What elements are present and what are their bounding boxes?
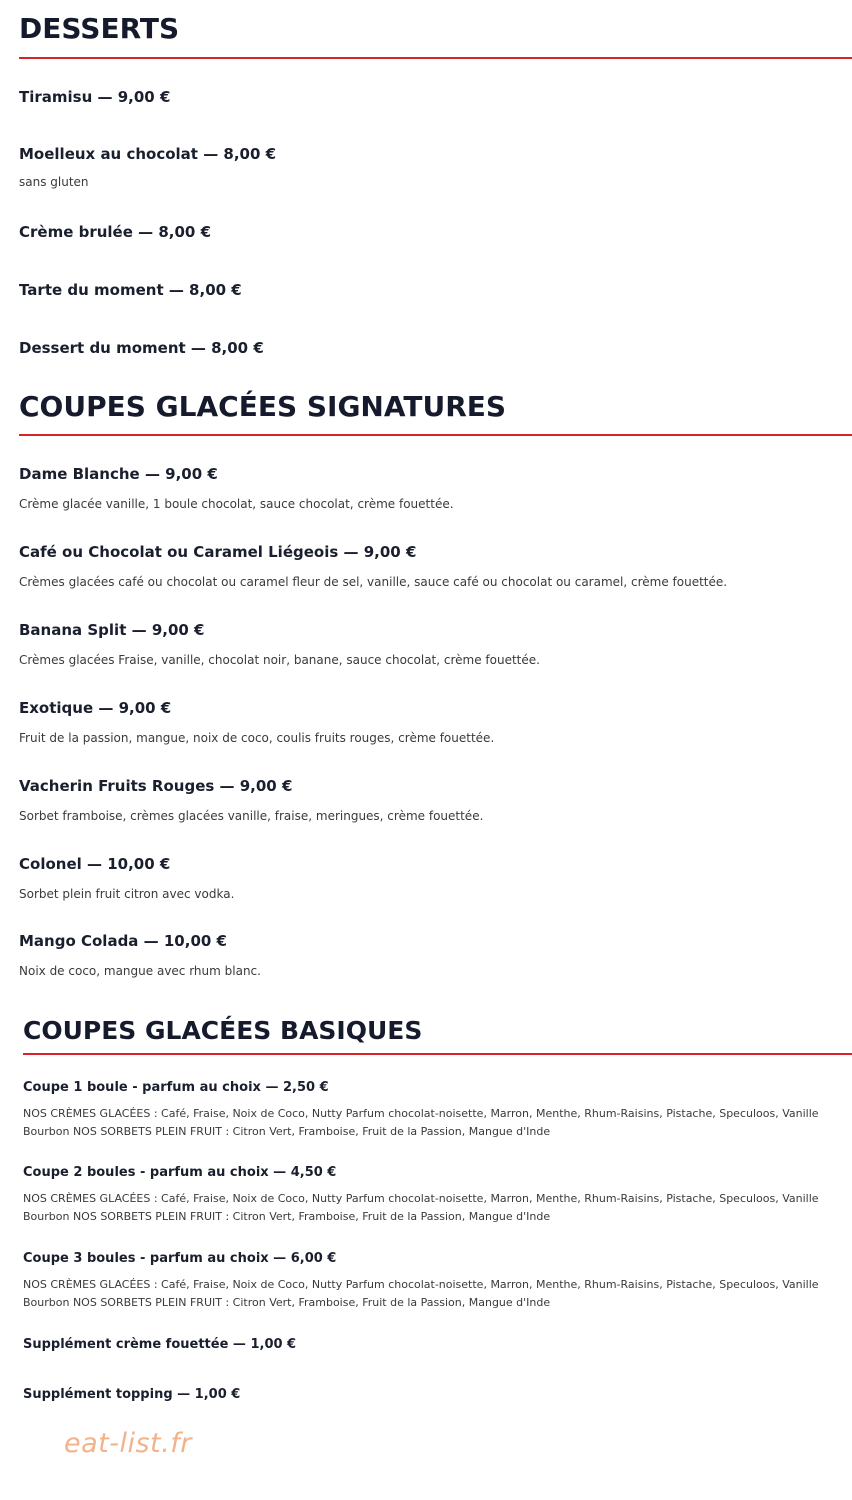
section-title: COUPES GLACÉES SIGNATURES	[19, 390, 507, 423]
menu-item-mango-colada	[19, 932, 261, 980]
menu-item-coupe-2-boules	[23, 1165, 843, 1226]
menu-item-vacherin	[19, 777, 483, 825]
menu-item-moelleux	[19, 145, 276, 191]
menu-item-banana-split	[19, 621, 540, 669]
menu-item-creme-brulee	[19, 223, 211, 241]
item-name: Tarte du moment — 8,00 €	[19, 281, 242, 299]
menu-item-tiramisu	[19, 88, 170, 106]
item-name: Colonel — 10,00 €	[19, 855, 171, 873]
item-description: NOS CRÈMES GLACÉES : Café, Fraise, Noix de Coco, Nutty Parfum chocolat-noisette, Marron, Menthe, Rhum-Raisins, Pistache, Speculoos, Vanille Bourbon NOS SORBETS PLEIN FRUIT : Citron Vert, Framboise, Fruit de la Passion, Mangue d'Inde	[23, 1192, 819, 1223]
item-name: Exotique — 9,00 €	[19, 699, 172, 717]
item-name: Coupe 2 boules - parfum au choix — 4,50 €	[23, 1165, 337, 1180]
menu-item-coupe-1-boule	[23, 1080, 843, 1141]
menu-item-supplement-creme	[23, 1337, 296, 1352]
item-description: Crèmes glacées café ou chocolat ou caramel fleur de sel, vanille, sauce café ou chocolat ou caramel, crème fouettée.	[19, 575, 728, 589]
item-name: Supplément crème fouettée — 1,00 €	[23, 1337, 297, 1352]
item-description: Crème glacée vanille, 1 boule chocolat, sauce chocolat, crème fouettée.	[19, 497, 454, 511]
item-name: Café ou Chocolat ou Caramel Liégeois — 9,00 €	[19, 543, 417, 561]
item-name: Vacherin Fruits Rouges — 9,00 €	[19, 777, 293, 795]
item-name: Moelleux au chocolat — 8,00 €	[19, 145, 277, 163]
section-divider	[19, 434, 852, 436]
menu-item-coupe-3-boules	[23, 1251, 843, 1312]
section-title: COUPES GLACÉES BASIQUES	[23, 1016, 423, 1045]
item-description: NOS CRÈMES GLACÉES : Café, Fraise, Noix de Coco, Nutty Parfum chocolat-noisette, Marron, Menthe, Rhum-Raisins, Pistache, Speculoos, Vanille Bourbon NOS SORBETS PLEIN FRUIT : Citron Vert, Framboise, Fruit de la Passion, Mangue d'Inde	[23, 1107, 819, 1138]
item-name: Mango Colada — 10,00 €	[19, 932, 227, 950]
item-name: Banana Split — 9,00 €	[19, 621, 205, 639]
item-name: Dessert du moment — 8,00 €	[19, 339, 264, 357]
item-name: Crème brulée — 8,00 €	[19, 223, 212, 241]
menu-item-liegeois	[19, 543, 727, 591]
menu-item-colonel	[19, 855, 234, 903]
item-name: Tiramisu — 9,00 €	[19, 88, 171, 106]
item-description: NOS CRÈMES GLACÉES : Café, Fraise, Noix de Coco, Nutty Parfum chocolat-noisette, Marron, Menthe, Rhum-Raisins, Pistache, Speculoos, Vanille Bourbon NOS SORBETS PLEIN FRUIT : Citron Vert, Framboise, Fruit de la Passion, Mangue d'Inde	[23, 1278, 819, 1309]
menu-item-tarte	[19, 281, 242, 299]
item-description: sans gluten	[19, 175, 89, 189]
item-name: Dame Blanche — 9,00 €	[19, 465, 218, 483]
watermark: eat-list.fr	[64, 1428, 192, 1459]
item-description: Fruit de la passion, mangue, noix de coco, coulis fruits rouges, crème fouettée.	[19, 731, 495, 745]
section-title: DESSERTS	[19, 12, 180, 45]
item-name: Coupe 1 boule - parfum au choix — 2,50 €	[23, 1080, 329, 1095]
item-description: Noix de coco, mangue avec rhum blanc.	[19, 964, 261, 978]
section-divider	[19, 57, 852, 59]
menu-item-dame-blanche	[19, 465, 454, 513]
item-description: Crèmes glacées Fraise, vanille, chocolat noir, banane, sauce chocolat, crème fouettée.	[19, 653, 540, 667]
item-description: Sorbet framboise, crèmes glacées vanille, fraise, meringues, crème fouettée.	[19, 809, 484, 823]
menu-item-supplement-topping	[23, 1387, 240, 1402]
item-name: Coupe 3 boules - parfum au choix — 6,00 €	[23, 1251, 337, 1266]
item-description: Sorbet plein fruit citron avec vodka.	[19, 887, 235, 901]
menu-item-exotique	[19, 699, 494, 747]
menu-item-dessert-moment	[19, 339, 264, 357]
section-divider	[23, 1053, 852, 1055]
item-name: Supplément topping — 1,00 €	[23, 1387, 241, 1402]
